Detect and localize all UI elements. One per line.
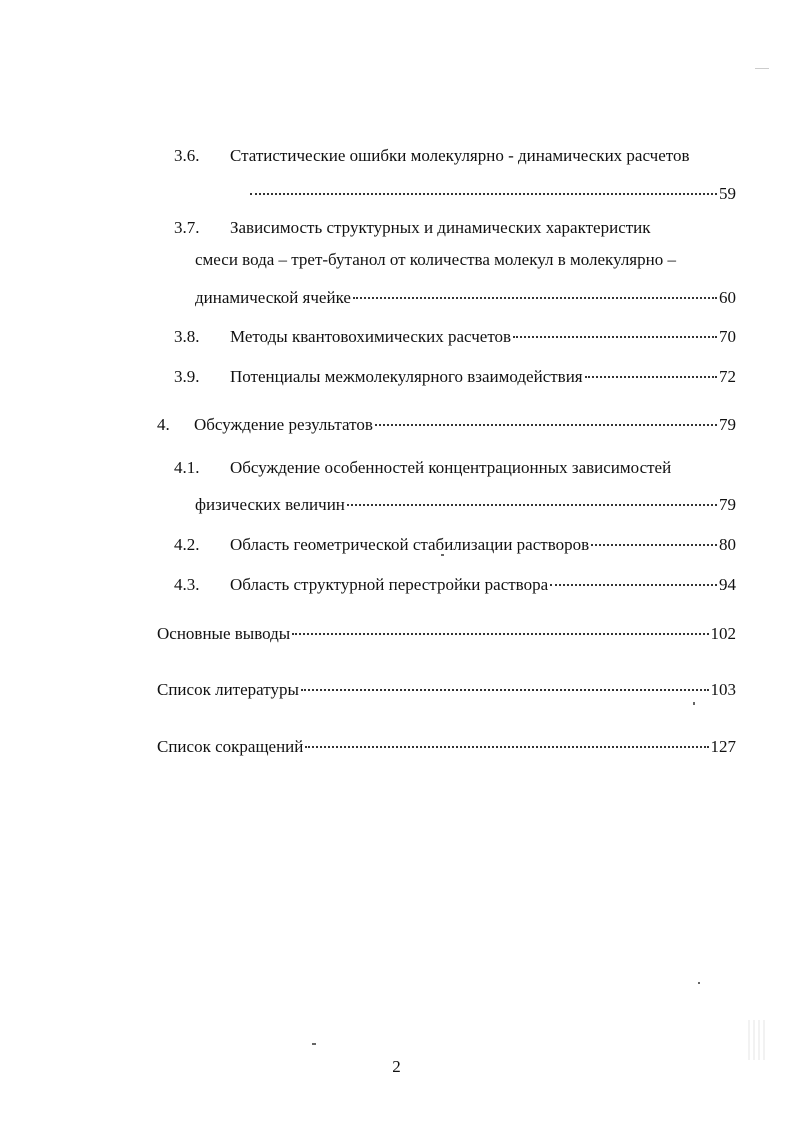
toc-leader-dots <box>292 619 708 639</box>
toc-entry-3-7-line2: смеси вода – трет-бутанол от количества молекул в молекулярно – <box>195 250 676 269</box>
toc-leader-dots <box>550 570 717 590</box>
toc-number: 3.9. <box>174 367 200 386</box>
toc-page-number: 72 <box>719 367 736 386</box>
toc-page-number: 59 <box>719 184 736 203</box>
toc-entry-4 <box>157 410 736 435</box>
toc-page-number: 60 <box>719 288 736 307</box>
toc-page-number: 94 <box>719 575 736 594</box>
toc-leader-dots <box>513 322 717 342</box>
toc-leader-dots <box>591 530 717 550</box>
toc-entry-3-7-line1 <box>174 218 651 238</box>
toc-title: Обсуждение результатов <box>194 415 373 434</box>
toc-leader-dots <box>353 283 717 303</box>
toc-entry-references <box>157 675 736 700</box>
toc-entry-3-7-line3 <box>195 283 736 308</box>
toc-title: Потенциалы межмолекулярного взаимодействия <box>230 367 583 386</box>
toc-page-number: 79 <box>719 415 736 434</box>
scan-speck <box>698 982 700 984</box>
toc-number: 4.3. <box>174 575 200 594</box>
toc-leader-dots <box>301 675 709 695</box>
toc-title: Основные выводы <box>157 624 291 643</box>
toc-number: 3.6. <box>174 146 200 165</box>
toc-entry-4-2 <box>174 530 736 555</box>
toc-title: Область геометрической стабилизации растворов <box>230 535 590 554</box>
toc-title: физических величин <box>195 495 345 514</box>
toc-number: 3.7. <box>174 218 200 237</box>
toc-title: Обсуждение особенностей концентрационных зависимостей <box>230 458 672 477</box>
toc-entry-abbreviations <box>157 732 736 757</box>
toc-entry-3-8 <box>174 322 736 347</box>
toc-number: 3.8. <box>174 327 200 346</box>
toc-page-number: 70 <box>719 327 736 346</box>
toc-title: Статистические ошибки молекулярно - динамических расчетов <box>230 146 690 165</box>
toc-title: Методы квантовохимических расчетов <box>230 327 512 346</box>
toc-page-number: 79 <box>719 495 736 514</box>
toc-title: Зависимость структурных и динамических характеристик <box>230 218 651 237</box>
scan-speck <box>755 68 769 69</box>
toc-title: Список сокращений <box>157 737 304 756</box>
toc-page-number: 80 <box>719 535 736 554</box>
scan-speck <box>693 702 695 705</box>
toc-entry-4-1-line1 <box>174 458 671 478</box>
toc-entry-conclusions <box>157 619 736 644</box>
toc-number: 4. <box>157 415 170 434</box>
toc-leader-dots <box>305 732 708 752</box>
toc-page-number: 103 <box>710 680 736 699</box>
toc-entry-3-6-line2 <box>248 179 736 204</box>
toc-title: Область структурной перестройки раствора <box>230 575 549 594</box>
toc-number: 4.2. <box>174 535 200 554</box>
toc-leader-dots <box>250 179 717 199</box>
toc-page-number: 102 <box>710 624 736 643</box>
toc-leader-dots <box>375 410 717 430</box>
toc-entry-4-3 <box>174 570 736 595</box>
toc-leader-dots <box>347 490 717 510</box>
toc-entry-3-6-line1 <box>174 146 690 166</box>
scan-speck <box>748 1020 768 1060</box>
toc-title: Список литературы <box>157 680 299 699</box>
toc-entry-3-9 <box>174 362 736 387</box>
page-number: 2 <box>392 1057 401 1076</box>
scan-speck <box>312 1043 316 1045</box>
scan-speck <box>441 554 444 556</box>
toc-title: динамической ячейке <box>195 288 351 307</box>
toc-page-number: 127 <box>710 737 736 756</box>
toc-number: 4.1. <box>174 458 200 477</box>
toc-entry-4-1-line2 <box>195 490 736 515</box>
toc-leader-dots <box>585 362 717 382</box>
